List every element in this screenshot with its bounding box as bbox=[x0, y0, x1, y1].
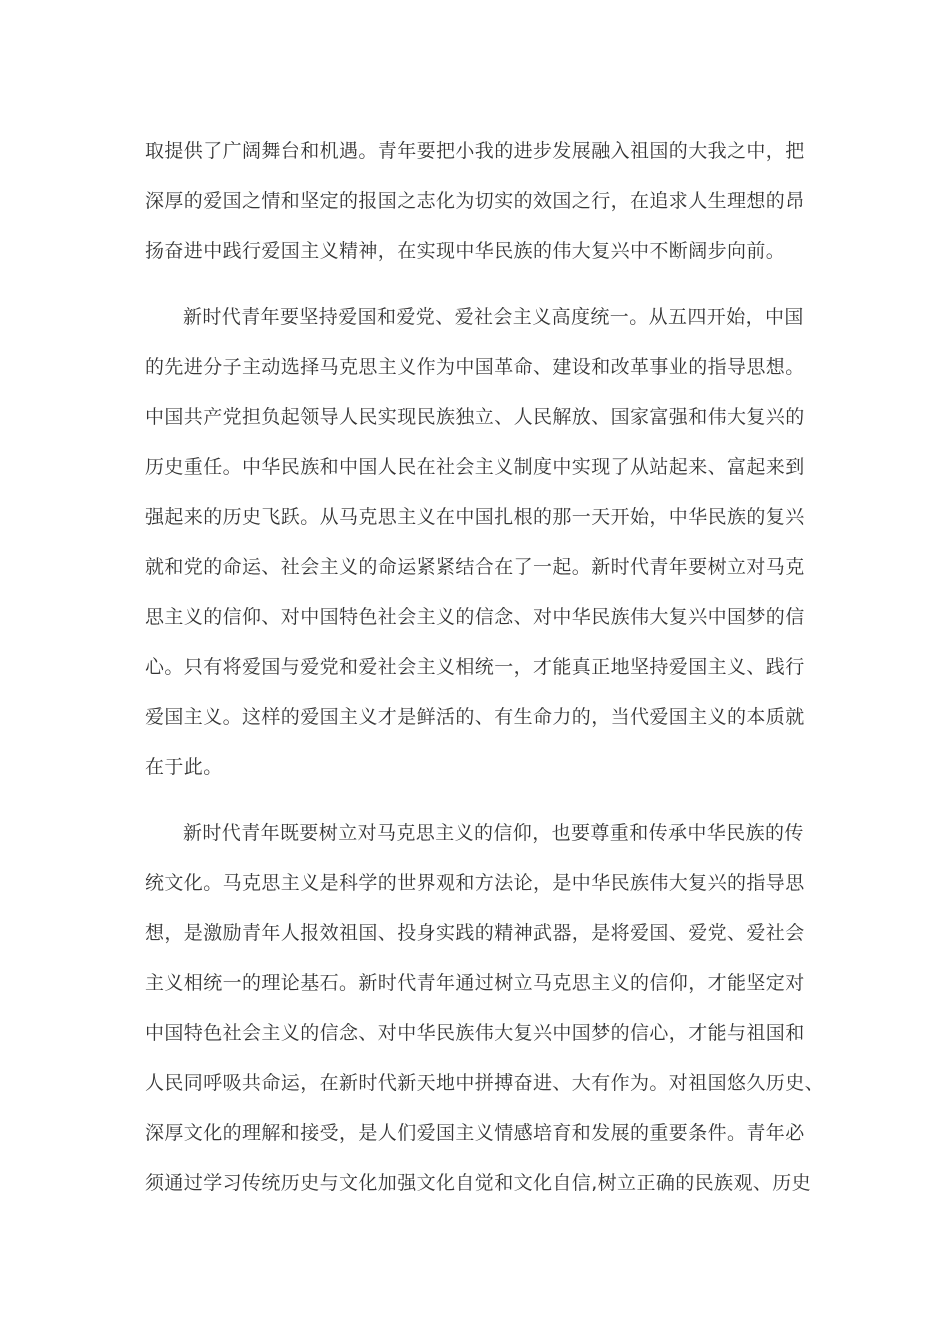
paragraph-3-line-5: 中国特色社会主义的信念、对中华民族伟大复兴中国梦的信心，才能与祖国和 bbox=[145, 1022, 805, 1044]
paragraph-2-line-2: 的先进分子主动选择马克思主义作为中国革命、建设和改革事业的指导思想。 bbox=[145, 356, 805, 378]
paragraph-3-line-7: 深厚文化的理解和接受，是人们爱国主义情感培育和发展的重要条件。青年必 bbox=[145, 1122, 805, 1144]
paragraph-1-line-1: 取提供了广阔舞台和机遇。青年要把小我的进步发展融入祖国的大我之中，把 bbox=[145, 140, 805, 162]
paragraph-3-line-6: 人民同呼吸共命运，在新时代新天地中拼搏奋进、大有作为。对祖国悠久历史、 bbox=[145, 1072, 825, 1094]
paragraph-3-line-1: 新时代青年既要树立对马克思主义的信仰，也要尊重和传承中华民族的传 bbox=[183, 822, 804, 844]
paragraph-3-line-2: 统文化。马克思主义是科学的世界观和方法论，是中华民族伟大复兴的指导思 bbox=[145, 872, 805, 894]
paragraph-2-line-4: 历史重任。中华民族和中国人民在社会主义制度中实现了从站起来、富起来到 bbox=[145, 456, 805, 478]
paragraph-2-line-3: 中国共产党担负起领导人民实现民族独立、人民解放、国家富强和伟大复兴的 bbox=[145, 406, 805, 428]
paragraph-2-line-7: 思主义的信仰、对中国特色社会主义的信念、对中华民族伟大复兴中国梦的信 bbox=[145, 606, 805, 628]
paragraph-2-line-8: 心。只有将爱国与爱党和爱社会主义相统一，才能真正地坚持爱国主义、践行 bbox=[145, 656, 805, 678]
paragraph-3-line-4: 主义相统一的理论基石。新时代青年通过树立马克思主义的信仰，才能坚定对 bbox=[145, 972, 805, 994]
paragraph-3-line-3: 想，是激励青年人报效祖国、投身实践的精神武器，是将爱国、爱党、爱社会 bbox=[145, 922, 805, 944]
paragraph-1-line-3: 扬奋进中践行爱国主义精神，在实现中华民族的伟大复兴中不断阔步向前。 bbox=[145, 240, 786, 262]
paragraph-2-line-10: 在于此。 bbox=[145, 756, 223, 778]
paragraph-3-line-8: 须通过学习传统历史与文化加强文化自觉和文化自信,树立正确的民族观、历史 bbox=[145, 1172, 812, 1194]
paragraph-1-line-2: 深厚的爱国之情和坚定的报国之志化为切实的效国之行，在追求人生理想的昂 bbox=[145, 190, 805, 212]
paragraph-2-line-9: 爱国主义。这样的爱国主义才是鲜活的、有生命力的，当代爱国主义的本质就 bbox=[145, 706, 805, 728]
paragraph-2-line-6: 就和党的命运、社会主义的命运紧紧结合在了一起。新时代青年要树立对马克 bbox=[145, 556, 805, 578]
paragraph-2-line-5: 强起来的历史飞跃。从马克思主义在中国扎根的那一天开始，中华民族的复兴 bbox=[145, 506, 805, 528]
paragraph-2-line-1: 新时代青年要坚持爱国和爱党、爱社会主义高度统一。从五四开始，中国 bbox=[183, 306, 804, 328]
